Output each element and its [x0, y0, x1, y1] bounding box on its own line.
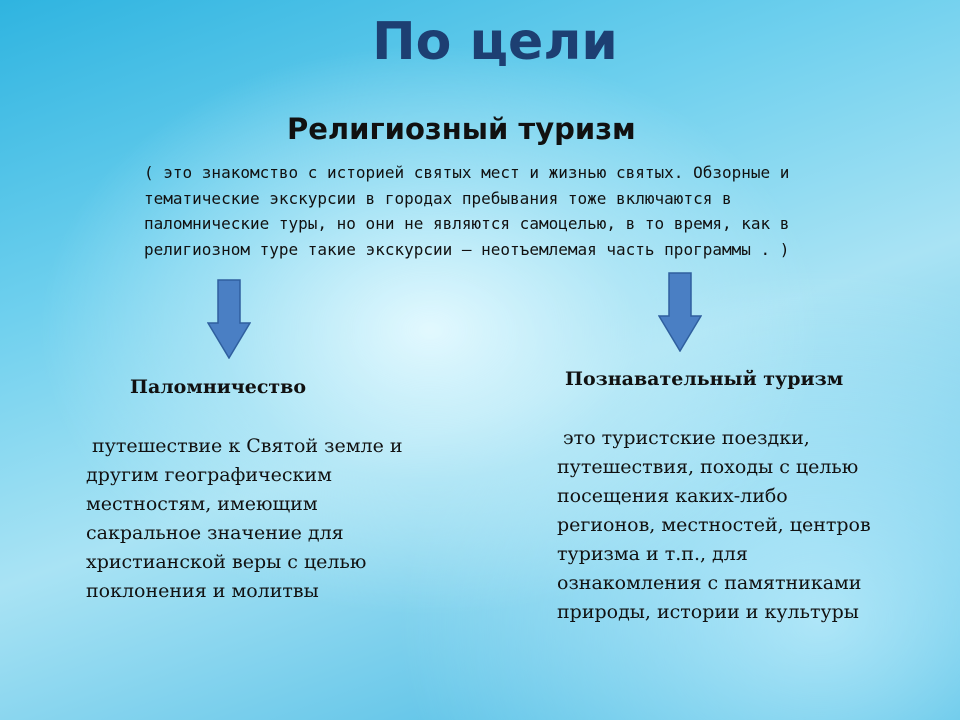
- pilgrimage-line: сакральное значение для: [86, 522, 344, 544]
- educational-line: туризма и т.п., для: [557, 543, 748, 565]
- definition-line: религиозном туре такие экскурсии – неотъемлемая часть программы . ): [144, 239, 790, 259]
- pilgrimage-line: христианской веры с целью: [86, 551, 367, 573]
- pilgrimage-line: местностям, имеющим: [86, 493, 318, 515]
- educational-tourism-description: [557, 424, 917, 627]
- educational-line: это туристские поездки,: [557, 427, 810, 449]
- educational-line: природы, истории и культуры: [557, 601, 859, 623]
- pilgrimage-line: путешествие к Святой земле и: [86, 435, 403, 457]
- educational-line: путешествия, походы с целью: [557, 456, 859, 478]
- definition-line: паломнические туры, но они не являются самоцелью, в то время, как в: [144, 214, 790, 233]
- subtitle-religious-tourism: Религиозный туризм: [287, 112, 636, 146]
- pilgrimage-line: другим географическим: [86, 464, 332, 486]
- pilgrimage-description: [86, 432, 446, 606]
- definition-line: ( это знакомство с историей святых мест и жизнью святых. Обзорные и: [144, 163, 790, 182]
- heading-educational-tourism: Познавательный туризм: [565, 368, 844, 390]
- educational-line: посещения каких-либо: [557, 485, 788, 507]
- slide-title: По цели: [372, 12, 618, 72]
- down-arrow-icon: [658, 272, 702, 352]
- definition-line: тематические экскурсии в городах пребывания тоже включаются в: [144, 188, 732, 208]
- educational-line: регионов, местностей, центров: [557, 514, 871, 536]
- pilgrimage-line: поклонения и молитвы: [86, 580, 319, 602]
- educational-line: ознакомления с памятниками: [557, 572, 862, 594]
- definition-text: [144, 160, 854, 262]
- down-arrow-icon: [207, 279, 251, 359]
- heading-pilgrimage: Паломничество: [130, 376, 307, 398]
